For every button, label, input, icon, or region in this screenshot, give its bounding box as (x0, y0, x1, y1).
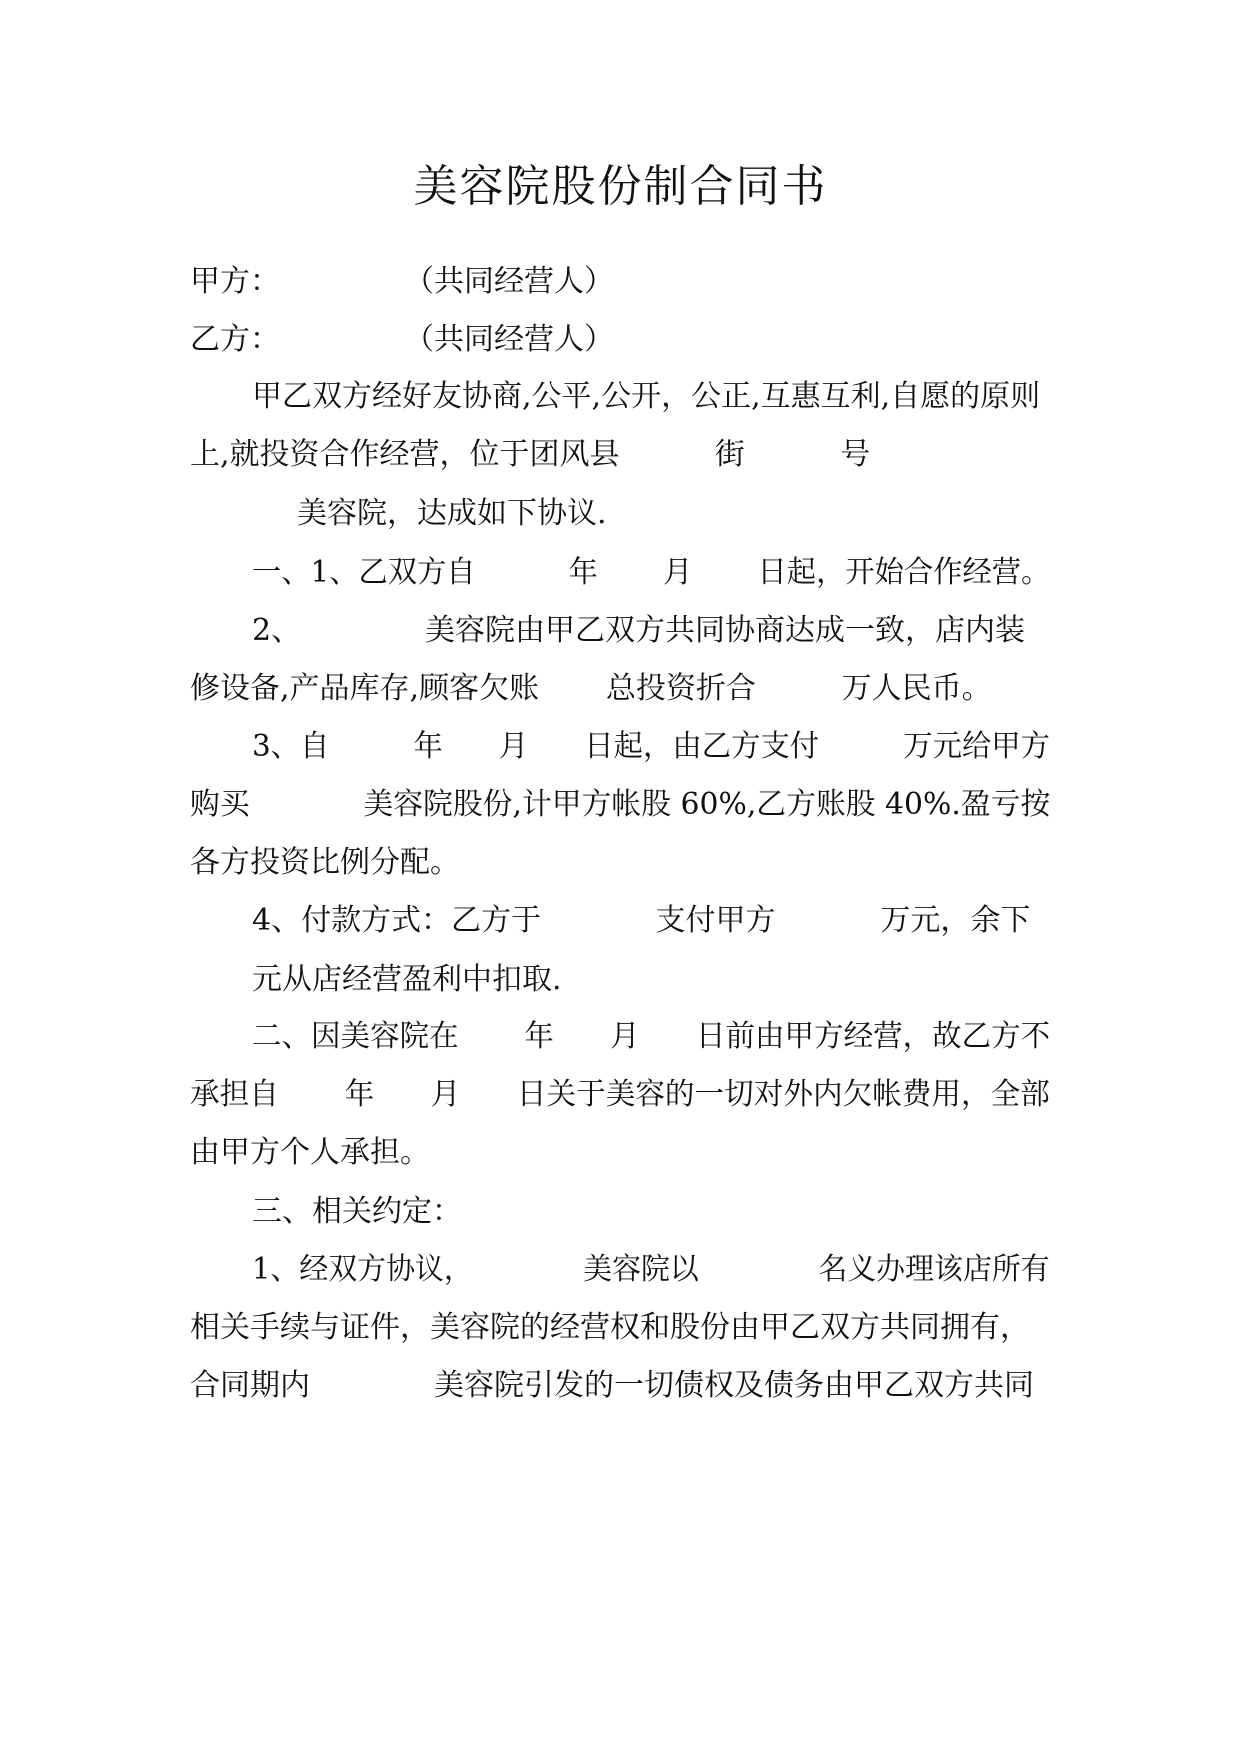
line-text: 甲乙双方经好友协商,公平,公开，公正,互惠互利,自愿的原则 (252, 379, 1041, 414)
clause-1-3-line-3 (190, 843, 460, 883)
line-text: 1、经双方协议， 美容院以 名义办理该店所有 (252, 1252, 1050, 1287)
line-text: 由甲方个人承担。 (190, 1135, 430, 1170)
line-text: 二、因美容院在 年 月 日前由甲方经营，故乙方不 (252, 1019, 1051, 1054)
document-title: 美容院股份制合同书 (413, 161, 828, 212)
party-b-line (190, 320, 614, 360)
clause-1-4-line-1 (252, 901, 1030, 941)
line-text: 乙方： （共同经营人） (190, 322, 614, 357)
line-text: 上,就投资合作经营，位于团风县 街 号 (190, 437, 871, 472)
line-text: 元从店经营盈利中扣取. (252, 962, 562, 997)
clause-2-line-3 (190, 1133, 430, 1173)
clause-1-2-line-2 (190, 669, 992, 709)
line-text: 一、1、乙双方自 年 月 日起，开始合作经营。 (252, 555, 1051, 590)
intro-line-2 (190, 435, 870, 475)
line-text: 相关手续与证件，美容院的经营权和股份由甲乙双方共同拥有， (190, 1310, 1030, 1345)
line-text: 各方投资比例分配。 (190, 845, 460, 880)
clause-3-1-line-2 (190, 1308, 1030, 1348)
line-text: 承担自 年 月 日关于美容的一切对外内欠帐费用，全部 (190, 1077, 1050, 1112)
clause-1-3-line-1 (252, 727, 1067, 767)
line-text: 2、 美容院由甲乙双方共同协商达成一致，店内装 (252, 613, 1026, 648)
line-text: 合同期内 美容院引发的一切债权及债务由甲乙双方共同 (190, 1368, 1034, 1403)
clause-1-3-line-2 (190, 785, 1055, 825)
line-text: 3、自 年 月 日起，由乙方支付 万元给甲方 (252, 729, 1051, 764)
line-text: 修设备,产品库存,顾客欠账 总投资折合 万人民币。 (190, 671, 992, 706)
line-text: 购买 美容院股份,计甲方帐股 60%,乙方账股 40%.盈亏按 (190, 787, 1051, 822)
clause-3-1-line-1 (252, 1250, 1080, 1290)
line-text: 三、相关约定： (252, 1194, 462, 1229)
clause-3-1-line-3 (190, 1366, 1034, 1406)
clause-1-4-line-2 (252, 960, 562, 1000)
clause-1-1-line (252, 553, 1070, 593)
clause-2-line-2 (190, 1075, 1061, 1115)
party-a-line (190, 262, 614, 302)
intro-line-1 (252, 377, 1040, 417)
line-text: 美容院，达成如下协议. (297, 496, 607, 531)
line-text: 甲方： （共同经营人） (190, 264, 614, 299)
clause-1-2-line-1 (252, 611, 1025, 651)
clause-2-line-1 (252, 1017, 1063, 1057)
line-text: 4、付款方式：乙方于 支付甲方 万元，余下 (252, 903, 1031, 938)
intro-line-3 (297, 494, 607, 534)
clause-3-heading (252, 1192, 462, 1232)
